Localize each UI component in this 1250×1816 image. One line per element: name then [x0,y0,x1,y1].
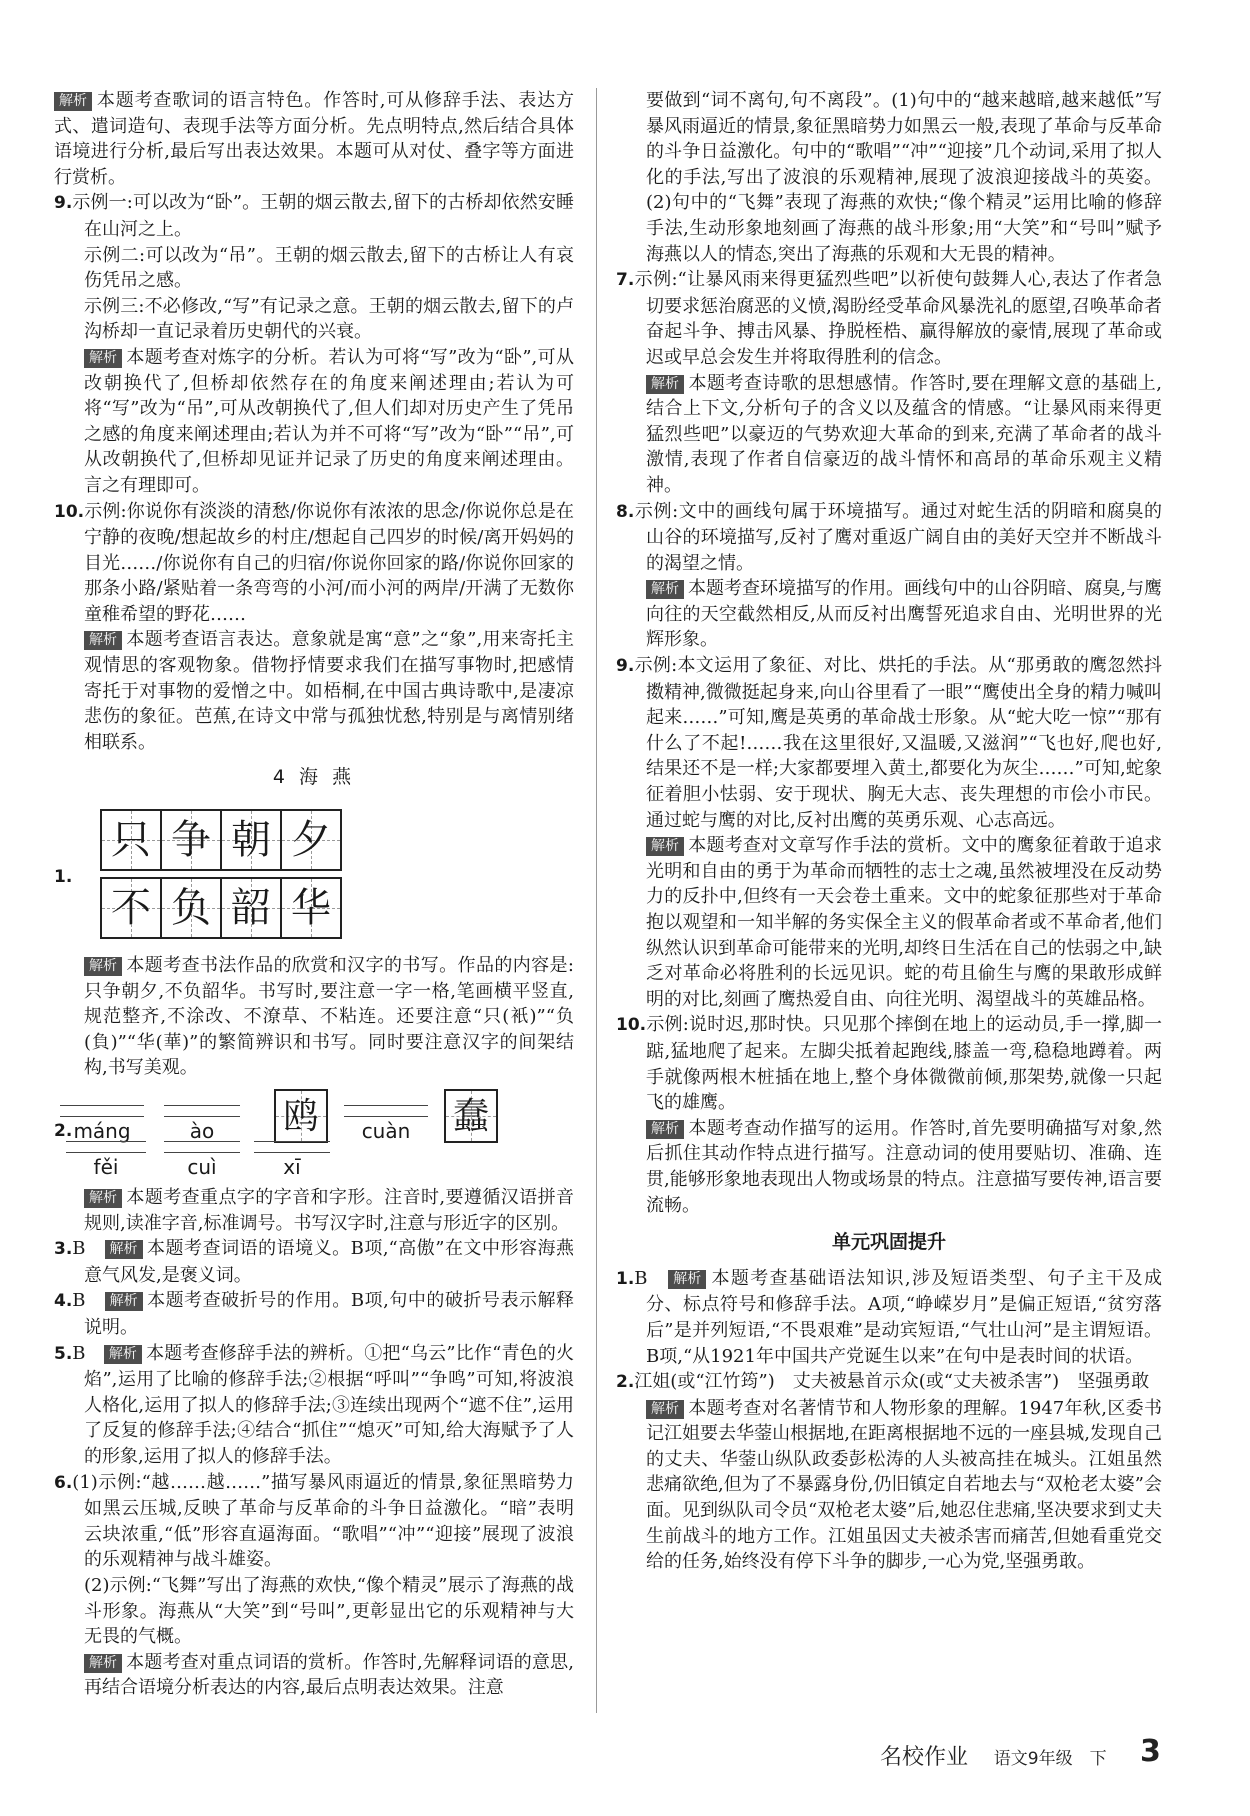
question-number: 1. [54,867,73,888]
answer-q10: 10.示例:你说你有淡淡的清愁/你说你有浓浓的思念/你说你总是在宁静的夜晚/想起故乡的村庄/想起自己四岁的时候/离开妈妈的目光……/你说你有自己的归宿/你说你回家的路/你说你回家的那条小路/紧贴着一条弯弯的小河/而小河的两岸/开满了无数你童稚希望的野花…… [54,500,574,625]
subject-label: 语文9年级 下 [993,1749,1107,1769]
answer-exp-q8: 解析 本题考查环境描写的作用。画线句中的山谷阴暗、腐臭,与鹰向往的天空截然相反,从而反衬出鹰誓死追求自由、光明世界的光辉形象。 [646,578,1162,651]
analysis-tag: 解析 [105,1292,143,1311]
question-number: 9. [616,656,635,677]
answer-exp-q6-cont: 要做到“词不离句,句不离段”。(1)句中的“越来越暗,越来越低”写暴风雨逼近的情景,象征黑暗势力如黑云一般,表现了革命与反革命的斗争日益激化。句中的“歌唱”“冲”“迎接”几个动词,采用了拟人化的手法,写出了波浪的乐观精神,展现了波浪迎接战斗的英姿。(2)句中的“飞舞”表现了海燕的欢快;“像个精灵”运用比喻的修辞手法,生动形象地刻画了海燕的战斗形象;用“大笑”和“号叫”赋予海燕以人的情态,突出了海燕的乐观和大无畏的精神。 [646,90,1162,265]
pinyin-line: cuàn [344,1119,428,1145]
analysis-tag: 解析 [646,1400,684,1419]
pinyin-line: ào [164,1119,240,1145]
unit-title: 单元巩固提升 [831,1231,946,1254]
unit-answer-q2: 2.江姐(或“江竹筠”) 丈夫被悬首示众(或“丈夫被杀害”) 坚强勇敢 [616,1371,1150,1393]
grid-cell: 朝 [220,809,282,871]
char-box: 鸥 [274,1089,328,1143]
grid-row-2 [100,877,340,939]
question-number: 9. [54,193,73,214]
question-number: 7. [616,270,635,291]
answer-q9-example3: 示例三:不必修改,“写”有记录之意。王朝的烟云散去,留下的卢沟桥却一直记录着历史朝代的兴衰。 [84,295,574,343]
answer-q1-calligraphy [54,803,574,953]
question-number: 6. [54,1472,73,1493]
grid-cell: 华 [280,877,342,939]
grid-row-1 [100,809,340,871]
pinyin-line: xī [254,1155,330,1181]
answer-exp-q9: 解析 本题考查对文章写作手法的赏析。文中的鹰象征着敢于追求光明和自由的勇于为革命而牺牲的志士之魂,虽然被埋没在反动势力的反扑中,但终有一天会卷土重来。文中的蛇象征那些对于革命抱以观望和一知半解的务实保全主义的假革命者或不革命者,他们纵然认识到革命可能带来的光明,却终日生活在自己的怯弱之中,缺乏对革命必将胜利的长远见识。蛇的苟且偷生与鹰的果敢形成鲜明的对比,刻画了鹰热爱自由、向往光明、渴望战斗的英雄品格。 [646,835,1162,1010]
answer-q10: 10.示例:说时迟,那时快。只见那个摔倒在地上的运动员,手一撑,脚一踮,猛地爬了起来。左脚尖抵着起跑线,膝盖一弯,稳稳地蹲着。两手就像两根木桩插在地上,整个身体微微前倾,那架势,就像一只起飞的雄鹰。 [616,1014,1162,1114]
answer-q9: 9.示例一:可以改为“卧”。王朝的烟云散去,留下的古桥却依然安睡在山河之上。 [54,192,574,240]
analysis-tag: 解析 [84,631,122,650]
unit-answer-q1: 1.B 解析 本题考查基础语法知识,涉及短语类型、句子主干及成分、标点符号和修辞手法。A项,“峥嵘岁月”是偏正短语,“贫穷落后”是并列短语,“不畏艰难”是动宾短语,“气壮山河”是主谓短语。B项,“从1921年中国共产党诞生以来”在句中是表时间的状语。 [616,1267,1162,1367]
answer-q6-part2: (2)示例:“飞舞”写出了海燕的欢快,“像个精灵”展示了海燕的战斗形象。海燕从“大笑”到“号叫”,更彰显出它的乐观精神与大无畏的气概。 [84,1574,574,1648]
answer-q2-pinyin [54,1089,574,1185]
analysis-tag: 解析 [104,1345,142,1364]
answer-q3: 3.B 解析 本题考查词语的语境义。B项,“高傲”在文中形容海燕意气风发,是褒义词。 [54,1238,574,1286]
answer-exp-q8: 解析 本题考查歌词的语言特色。作答时,可从修辞手法、表达方式、遣词造句、表现手法等方面分析。先点明特点,然后结合具体语境进行分析,最后写出表达效果。本题可从对仗、叠字等方面进行赏析。 [54,90,574,188]
grid-cell: 韶 [220,877,282,939]
question-number: 4. [54,1291,73,1312]
pinyin-line: cuì [164,1155,240,1181]
brand-name: 名校作业 [880,1745,969,1770]
analysis-tag: 解析 [105,1240,143,1259]
analysis-tag: 解析 [646,1120,684,1139]
answer-q5: 5.B 解析 本题考查修辞手法的辨析。①把“乌云”比作“青色的火焰”,运用了比喻的修辞手法;②根据“呼叫”“争鸣”可知,将波浪人格化,运用了拟人的修辞手法;③连续出现两个“遮不住”,运用了反复的修辞手法;④结合“抓住”“熄灭”可知,给大海赋予了人的形象,运用了拟人的修辞手法。 [54,1342,575,1467]
question-number: 3. [54,1239,73,1260]
question-number: 5. [54,1343,73,1364]
answer-q7: 7.示例:“让暴风雨来得更猛烈些吧”以祈使句鼓舞人心,表达了作者急切要求惩治腐恶的义愤,渴盼经受革命风暴洗礼的愿望,召唤革命者奋起斗争、搏击风暴、挣脱桎梏、赢得解放的豪情,展现了革命或迟或早总会发生并将取得胜利的信念。 [616,269,1162,368]
grid-cell: 夕 [280,809,342,871]
answer-q8: 8.示例:文中的画线句属于环境描写。通过对蛇生活的阴暗和腐臭的山谷的环境描写,反衬了鹰对重返广阔自由的美好天空并不断战斗的渴望之情。 [616,500,1162,574]
column-divider [596,88,597,1713]
answer-exp-q6: 解析 本题考查对重点词语的赏析。作答时,先解释词语的意思,再结合语境分析表达的内容,最后点明表达效果。注意 [84,1651,574,1699]
page-footer [880,1734,1161,1771]
analysis-tag: 解析 [84,957,122,976]
analysis-tag: 解析 [646,375,684,394]
answer-exp-q10: 解析 本题考查动作描写的运用。作答时,首先要明确描写对象,然后抓住其动作特点进行描写。注意动词的使用要贴切、准确、连贯,能够形象地表现出人物或场景的特点。注意描写要传神,语言要流畅。 [646,1117,1162,1216]
answer-q9: 9.示例:本文运用了象征、对比、烘托的手法。从“那勇敢的鹰忽然抖擞精神,微微挺起身来,向山谷里看了一眼”“鹰使出全身的精力喊叫起来……”可知,鹰是英勇的革命战士形象。从“蛇大吃一惊”“那有什么了不起!……我在这里很好,又温暖,又滋润”“飞也好,爬也好,结果还不是一样;大家都要埋入黄土,都要化为灰尘……”可知,蛇象征着胆小怯弱、安于现状、胸无大志、丧失理想的市侩小市民。通过蛇与鹰的对比,反衬出鹰的英勇乐观、心志高远。 [616,655,1162,831]
answer-q4: 4.B 解析 本题考查破折号的作用。B项,句中的破折号表示解释说明。 [54,1290,575,1338]
analysis-tag: 解析 [54,92,92,111]
analysis-tag: 解析 [84,349,122,368]
question-number: 2. [54,1121,73,1141]
answer-q9-example2: 示例二:可以改为“吊”。王朝的烟云散去,留下的古桥让人有哀伤凭吊之感。 [84,244,574,292]
unit-answer-exp-q2: 解析 本题考查对名著情节和人物形象的理解。1947年秋,区委书记江姐要去华蓥山根据地,在距离根据地不远的一座县城,发现自己的丈夫、华蓥山纵队政委彭松涛的人头被高挂在城头。江姐虽然悲痛欲绝,但为了不暴露身份,仍旧镇定自若地去与“双枪老太婆”会面。见到纵队司令员“双枪老太婆”后,她忍住悲痛,坚决要求到丈夫生前战斗的地方工作。江姐虽因丈夫被杀害而痛苦,但她看重党交给的任务,始终没有停下斗争的脚步,一心为党,坚强勇敢。 [646,1397,1162,1573]
page-number: 3 [1140,1734,1161,1769]
analysis-tag: 解析 [668,1270,706,1289]
grid-cell: 不 [100,877,162,939]
question-number: 10. [616,1015,647,1036]
section-title: 4 海 燕 [272,766,356,789]
writing-grid [100,803,340,939]
answer-exp-q7: 解析 本题考查诗歌的思想感情。作答时,要在理解文意的基础上,结合上下文,分析句子的含义以及蕴含的情感。“让暴风雨来得更猛烈些吧”以豪迈的气势欢迎大革命的到来,充满了革命者的战斗激情,表现了作者自信豪迈的战斗情怀和高昂的革命乐观主义精神。 [646,372,1162,496]
analysis-tag: 解析 [646,580,684,599]
answer-exp-q2: 解析 本题考查重点字的字音和字形。注音时,要遵循汉语拼音规则,读准字音,标准调号。书写汉字时,注意与形近字的区别。 [84,1187,574,1234]
analysis-tag: 解析 [84,1654,122,1673]
pinyin-line: fěi [66,1155,146,1181]
answer-exp-q10: 解析 本题考查语言表达。意象就是寓“意”之“象”,用来寄托主观情思的客观物象。借物抒情要求我们在描写事物时,把感情寄托于对事物的爱憎之中。如梧桐,在中国古典诗歌中,是凄凉悲伤的象征。芭蕉,在诗文中常与孤独忧愁,特别是与离情别绪相联系。 [84,629,574,753]
answer-exp-q9: 解析 本题考查对炼字的分析。若认为可将“写”改为“卧”,可从改朝换代了,但桥却依然存在的角度来阐述理由;若认为可将“写”改为“吊”,可从改朝换代了,但人们却对历史产生了凭吊之感的角度来阐述理由;若认为并不可将“写”改为“卧”“吊”,可从改朝换代了,但桥却见证并记录了历史的角度来阐述理由。言之有理即可。 [84,346,574,496]
question-number: 10. [54,501,85,522]
char-box: 蠢 [444,1089,498,1143]
grid-cell: 争 [160,809,222,871]
analysis-tag: 解析 [646,837,684,856]
right-column [616,88,1162,1575]
grid-cell: 只 [100,809,162,871]
question-number: 2. [616,1372,635,1393]
answer-q6: 6.(1)示例:“越……越……”描写暴风雨逼近的情景,象征黑暗势力如黑云压城,反映了革命与反革命的斗争日益激化。“暗”表明云块浓重,“低”形容直逼海面。“歌唱”“冲”“迎接”展现了波浪的乐观精神与战斗雄姿。 [54,1471,574,1571]
grid-cell: 负 [160,877,222,939]
left-column [54,88,574,1701]
analysis-tag: 解析 [84,1189,122,1208]
pinyin-line: máng [60,1119,144,1145]
answer-exp-q1: 解析 本题考查书法作品的欣赏和汉字的书写。作品的内容是:只争朝夕,不负韶华。书写时,要注意一字一格,笔画横平竖直,规范整齐,不涂改、不潦草、不粘连。还要注意“只(衹)”“负(負)”“华(華)”的繁简辨识和书写。同时要注意汉字的间架结构,书写美观。 [84,955,574,1079]
question-number: 1. [616,1268,635,1289]
question-number: 8. [616,501,635,522]
